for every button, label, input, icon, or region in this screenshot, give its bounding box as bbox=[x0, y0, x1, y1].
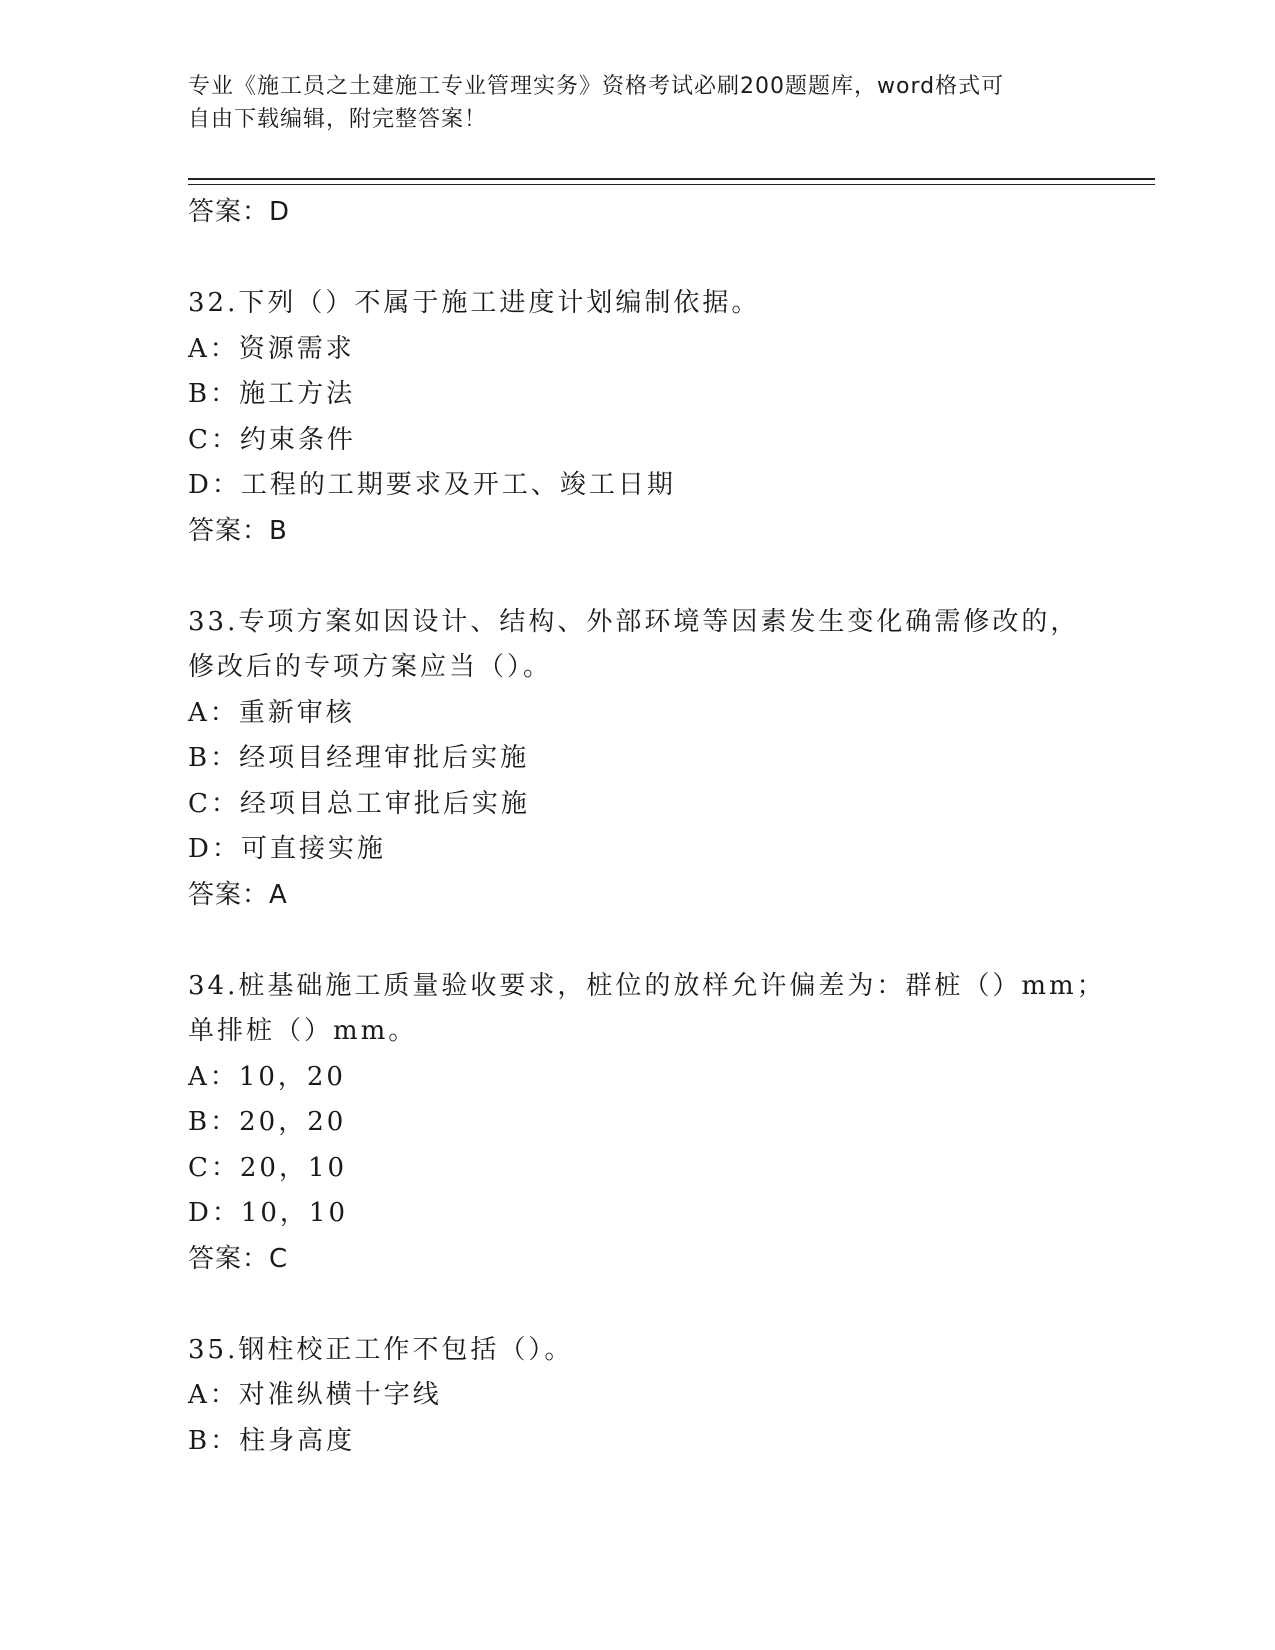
question-33-option-a: A：重新审核 bbox=[188, 697, 355, 728]
question-32 bbox=[188, 281, 1108, 554]
question-32-option-c: C：约束条件 bbox=[188, 424, 356, 455]
header-line-2: 自由下载编辑，附完整答案！ bbox=[188, 107, 488, 132]
question-33-stem-line-1: 33.专项方案如因设计、结构、外部环境等因素发生变化确需修改的， bbox=[188, 606, 1080, 637]
question-34 bbox=[188, 964, 1108, 1283]
document-header bbox=[188, 70, 1078, 136]
question-32-answer: 答案：B bbox=[188, 515, 288, 546]
question-32-stem: 32.下列（）不属于施工进度计划编制依据。 bbox=[188, 288, 761, 318]
question-34-stem-line-1: 34.桩基础施工质量验收要求，桩位的放样允许偏差为：群桩（）mm； bbox=[188, 970, 1106, 1001]
question-33-option-d: D：可直接实施 bbox=[188, 834, 386, 864]
question-33-option-c: C：经项目总工审批后实施 bbox=[188, 788, 530, 819]
header-rule-thin bbox=[188, 184, 1155, 185]
header-line-1: 专业《施工员之土建施工专业管理实务》资格考试必刷200题题库，word格式可 bbox=[188, 74, 1005, 99]
question-33-option-b: B：经项目经理审批后实施 bbox=[188, 743, 530, 773]
question-35-stem: 35.钢柱校正工作不包括（）。 bbox=[188, 1334, 574, 1365]
question-34-option-b: B：20，20 bbox=[188, 1107, 347, 1137]
header-rule-thick bbox=[188, 178, 1155, 180]
question-32-option-a: A：资源需求 bbox=[188, 333, 355, 364]
question-35-option-b: B：柱身高度 bbox=[188, 1425, 356, 1456]
question-34-option-a: A：10，20 bbox=[188, 1061, 346, 1092]
question-34-option-d: D：10，10 bbox=[188, 1198, 349, 1228]
question-34-stem-line-2: 单排桩（）mm。 bbox=[188, 1016, 418, 1046]
question-32-option-d: D：工程的工期要求及开工、竣工日期 bbox=[188, 470, 676, 500]
question-33-stem-line-2: 修改后的专项方案应当（）。 bbox=[188, 652, 553, 682]
question-34-option-c: C：20，10 bbox=[188, 1152, 348, 1183]
question-33-answer: 答案：A bbox=[188, 879, 288, 910]
question-list bbox=[188, 190, 1108, 1464]
question-33 bbox=[188, 600, 1108, 919]
question-35 bbox=[188, 1328, 1108, 1465]
answer-31: 答案：D bbox=[188, 197, 291, 227]
question-35-option-a: A：对准纵横十字线 bbox=[188, 1380, 442, 1410]
question-34-answer: 答案：C bbox=[188, 1243, 289, 1274]
question-32-option-b: B：施工方法 bbox=[188, 379, 356, 409]
